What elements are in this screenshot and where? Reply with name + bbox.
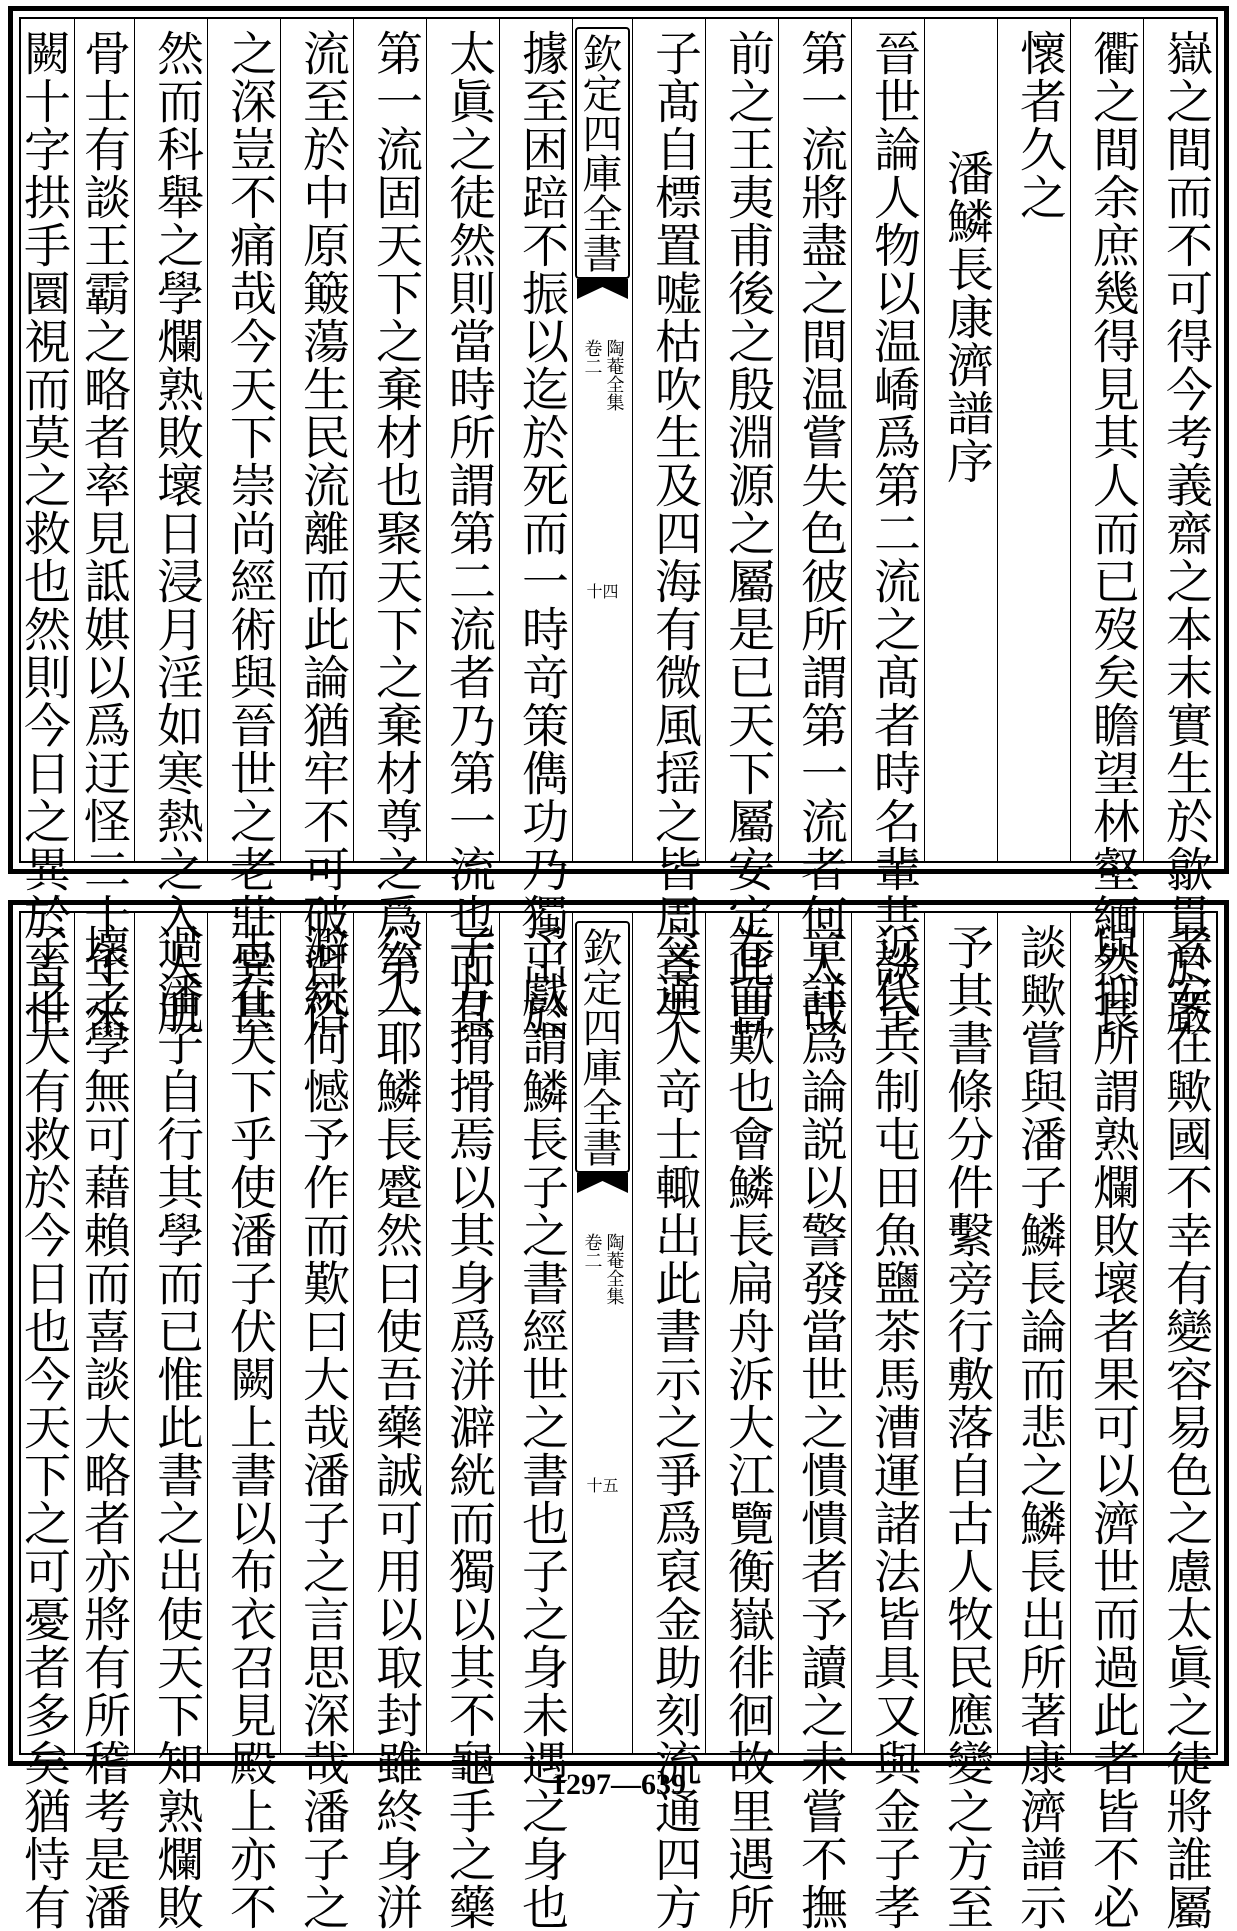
- text-column: 交通人竒士輙出此書示之爭爲裒金助刻流通四方: [632, 913, 705, 1753]
- text-column: 子方搰搰焉以其身爲洴澼絖而獨以其不龜手之藥: [426, 913, 499, 1753]
- page-marker: 十四: [586, 582, 619, 601]
- text-column: 前之王夷甫後之殷淵源之屬是已天下屬安定此曹: [705, 19, 778, 861]
- volume-label: 卷二: [581, 339, 603, 375]
- text-column: 太眞之徒然則當時所謂第二流者乃第一流也而其: [426, 19, 499, 861]
- text-column: 骨士有談王霸之略者率見詆娸以爲迂怪二十年來: [74, 19, 134, 861]
- fishtail-mark: [577, 279, 628, 299]
- footer-page-number: 1297—639: [551, 1768, 686, 1801]
- text-column: 卷而歎也會鱗長扁舟泝大江覽衡嶽徘徊故里遇所: [705, 913, 778, 1753]
- text-column: 澼絖何憾予作而歎曰大哉潘子之言思深哉潘子之: [280, 913, 353, 1753]
- text-column: 與抑所謂熟爛敗壞者果可以濟世而過此者皆不必: [1070, 913, 1143, 1753]
- center-fold-label: [572, 913, 632, 1753]
- text-column: 懷者久之: [997, 19, 1070, 861]
- text-column: 晉世論人物以温嶠爲第二流之髙者時名輩共談至: [851, 19, 924, 861]
- top-page-frame: [16, 17, 1218, 1037]
- text-column: 之深豈不痛哉今天下崇尚經術與晉世之老莊異甚: [207, 19, 280, 861]
- source-label: 陶菴全集: [603, 339, 625, 411]
- text-column: 闕十字拱手圜視而莫之救也然則今日之異於晉世: [16, 29, 71, 1037]
- page-marker: 十五: [586, 1476, 619, 1495]
- text-column: 第一流將盡之間温嘗失色彼所謂第一流者何人哉: [778, 19, 851, 861]
- text-column: 據至困踣不振以迄於死而一時竒策儁功乃獨出於: [499, 19, 572, 861]
- header-title: 欽定四庫全書: [575, 27, 630, 279]
- text-column: 嶽之間而不可得今考義齋之本末實生於歙貫於嚴: [1143, 19, 1216, 861]
- text-column: 者安在歟國不幸有變容易色之慮太眞之徒將誰屬: [1143, 913, 1216, 1753]
- text-column: 志在天下乎使潘子伏闕上書以布衣召見殿上亦不: [207, 913, 280, 1753]
- text-column: 衢之間余庶幾得見其人而已歿矣瞻望林壑緬然長: [1070, 19, 1143, 861]
- text-column: 壞之學無可藉賴而喜談大略者亦將有所稽考是潘: [74, 913, 134, 1753]
- section-heading: 潘鱗長康濟譜序: [924, 19, 997, 861]
- text-column: 流至於中原簸蕩生民流離而此論猶牢不可破習俗: [280, 19, 353, 861]
- source-label: 陶菴全集: [603, 1233, 625, 1305]
- text-column: 近代兵制屯田魚鹽茶馬漕運諸法皆具又與金子孝: [851, 913, 924, 1753]
- text-column: 予戲謂鱗長子之書經世之書也子之身未遇之身也: [499, 913, 572, 1753]
- top-page: [8, 6, 1229, 1037]
- text-column: 談歟嘗與潘子鱗長論而悲之鱗長出所著康濟譜示: [997, 913, 1070, 1753]
- text-column: 子髙自標置嘘枯吹生及四海有微風揺之皆周章失: [632, 19, 705, 861]
- text-column: 過潘子自行其學而已惟此書之出使天下知熟爛敗: [134, 913, 207, 1753]
- header-title: 欽定四庫全書: [575, 921, 630, 1173]
- text-column: 子之大有救於今日也今天下之可憂者多矣猶恃有: [16, 923, 71, 1931]
- fishtail-mark: [577, 1173, 628, 1193]
- text-column: 第一流固天下之棄材也聚天下之棄材尊之爲第一: [353, 19, 426, 861]
- text-column: 章詳爲論説以警發當世之憒憒者予讀之未嘗不撫: [778, 913, 851, 1753]
- text-column: 予其書條分件繫旁行敷落自古人牧民應變之方至: [924, 913, 997, 1753]
- text-column: 然而科舉之學爛熟敗壞日浸月淫如寒熱之入人肌: [134, 19, 207, 861]
- center-fold-label: [572, 19, 632, 861]
- volume-label: 卷二: [581, 1233, 603, 1269]
- text-column: 公人耶鱗長蹙然曰使吾藥誠可用以取封雖終身洴: [353, 913, 426, 1753]
